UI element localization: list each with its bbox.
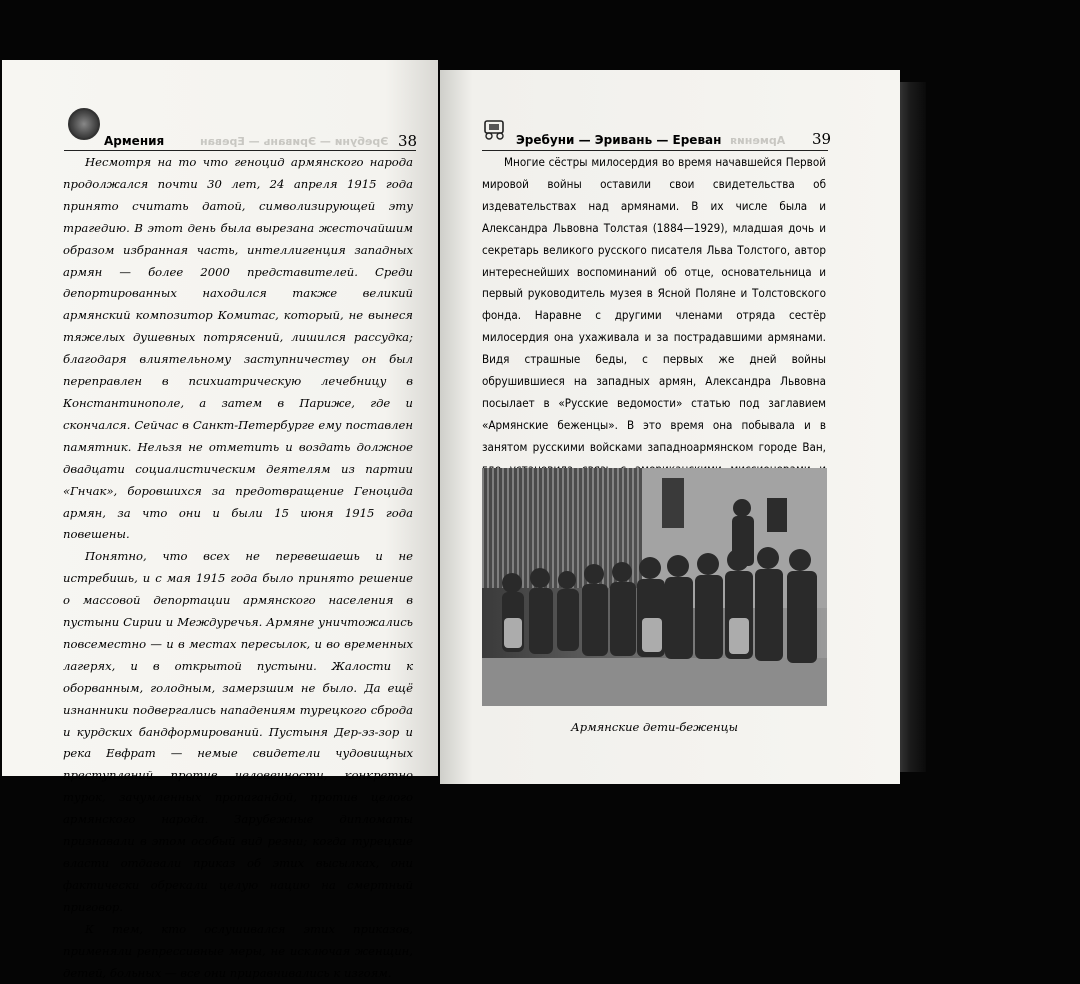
right-header-showthrough: Армения bbox=[730, 134, 786, 147]
left-header-title: Армения bbox=[104, 134, 165, 148]
left-body-text bbox=[63, 152, 413, 984]
armenia-emblem-icon bbox=[68, 108, 100, 140]
right-header-title: Эребуни — Эривань — Ереван bbox=[516, 133, 722, 147]
right-paragraph-1: Многие сёстры милосердия во время начавшейся Первой мировой войны оставили свои свидетельства об издевательствах над армянами. В их числе была и Александра Львовна Толстая (1884—1929), младшая дочь и секретарь великого русского писателя Льва Толстого, автор интереснейших воспоминаний об отце, основательница и первый руководитель музея в Ясной Поляне и Толстовского фонда. Наравне с другими членами отряда сестёр милосердия она ухаживала и за пострадавшими армянами. Видя страшные беды, с первых же дней войны обрушившиеся на западных армян, Александра Львовна посылает в «Русские ведомости» статью под заглавием «Армянские беженцы». В это время она побывала и в занятом русскими войсками западноармянском городе Ван, bbox=[482, 155, 826, 454]
refugee-children-photo bbox=[482, 468, 827, 706]
right-page-number: 39 bbox=[812, 130, 832, 148]
book-edge bbox=[900, 82, 926, 772]
left-page-number: 38 bbox=[398, 132, 418, 150]
carriage-icon bbox=[482, 118, 508, 140]
left-paragraph-2: Понятно, что всех не перевешаешь и не истребишь, и с мая 1915 года было принято решение о массовой депортации армянского населения в пустыни Сирии и Междуречья. Армяне уничтожались повсеместно — и в местах пересылок, и во временных лагерях, и в открытой пустыни. Жалости к оборванным, голодным, замерзшим не было. Да ещё изнанники подвергались нападениям турецкого сброда и курдских бандформирований. Пустыня Дер-эз-зор и река Евфрат — немые свидетели чудовищных преступлений против человечности, конкретно турок, зачумленных пропагандой, против целого армянского народа. Зарубежные дипломаты признавали в этом особый вид резни; когда турецкие власти отдавали приказ об этих высылках, они фактически обрекали целую нацию на смертный приговор. bbox=[63, 549, 413, 914]
left-header-showthrough: Эребуни — Эривань — Ереван bbox=[200, 135, 389, 148]
photo-caption: Армянские дети-беженцы bbox=[571, 720, 738, 734]
left-paragraph-1: Несмотря на то что геноцид армянского народа продолжался почти 30 лет, 24 апреля 1915 года принято считать датой, символизирующей эту трагедию. В этот день была вырезана жесточайшим образом избранная часть, интеллигенция западных армян — более 2000 представителей. Среди депортированных находился также великий армянский композитор Комитас, который, не вынеся тяжелых душевных потрясений, лишился рассудка; благодаря влиятельному заступничеству он был переправлен в психиатрическую лечебницу в Константинополе, а затем в Париже, где и скончался. Сейчас в Санкт-Петербурге ему поставлен памятник. Нельзя не отметить и воздать должное двадцати социалистическим деятелям из партии «Гнчак», боровшихся за предотвращение Геноцида армян, за что они и были 15 июня 1915 года повешены. bbox=[63, 155, 413, 542]
left-paragraph-3: К тем, кто ослушивался этих приказов, применяли репрессивные меры, не исключая женщин, детей, больных — все они приравнивались к изгоям. bbox=[63, 921, 413, 980]
